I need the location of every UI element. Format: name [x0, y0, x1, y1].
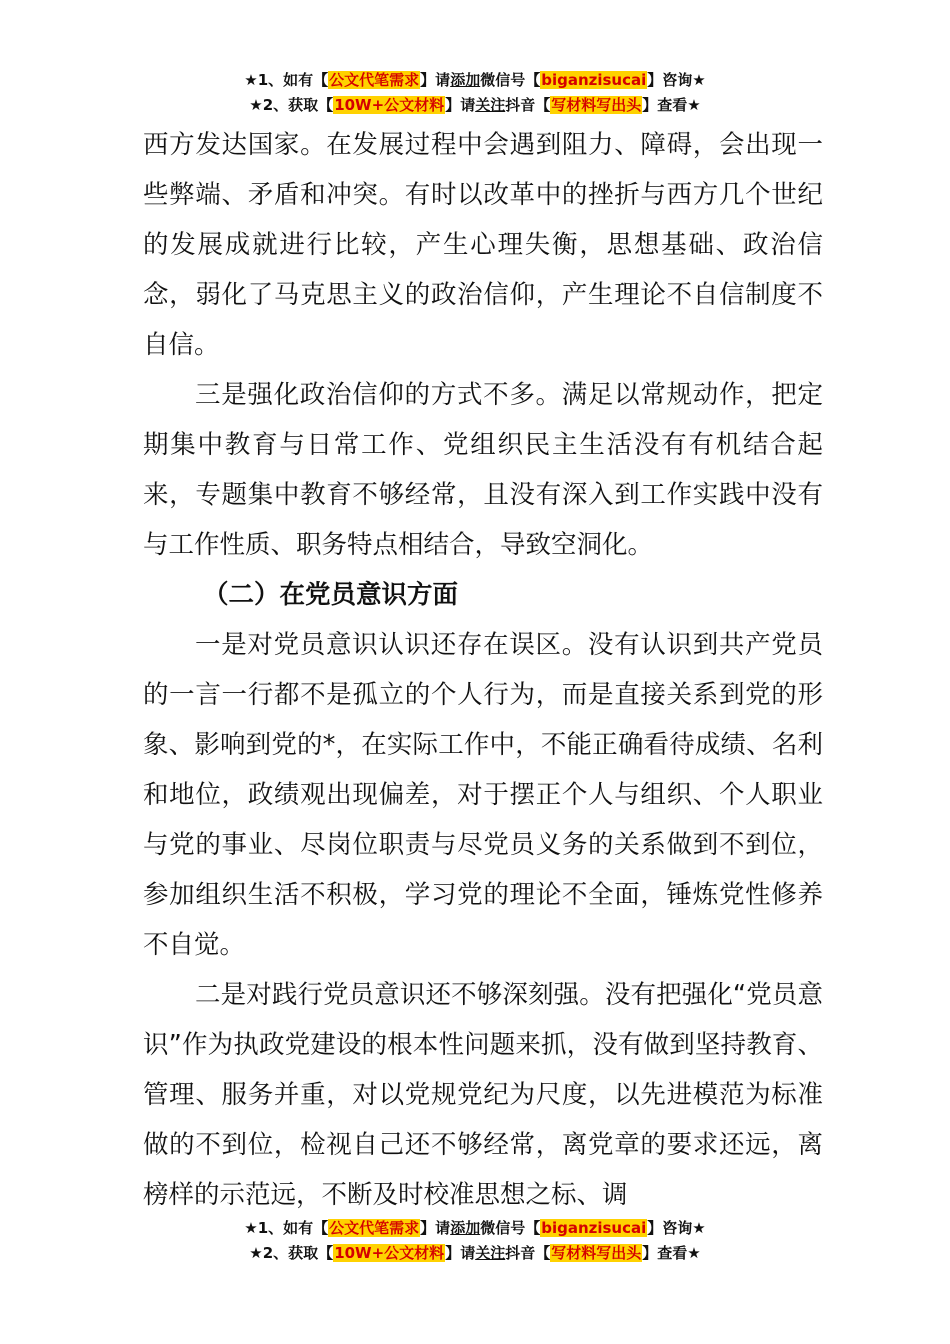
promo-highlight: biganzisucai — [541, 1219, 647, 1237]
promo-line-2: ★2、获取【10W+公文材料】请关注抖音【写材料写出头】查看★ — [249, 1244, 701, 1262]
promo-highlight: 写材料写出头 — [551, 96, 642, 114]
paragraph: 一是对党员意识认识还存在误区。没有认识到共产党员的一言一行都不是孤立的个人行为，而是直接关系到党的形象、影响到党的*，在实际工作中，不能正确看待成绩、名利和地位，政绩观出现偏差，对于摆正个人与组织、个人职业与党的事业、尽岗位职责与尽党员义务的关系做到不到位，参加组织生活不积极，学习党的理论不全面，锤炼党性修养不自觉。 — [143, 630, 823, 960]
promo-highlight: 公文代笔需求 — [329, 71, 420, 89]
promo-line-1: ★1、如有【公文代笔需求】请添加微信号【biganzisucai】咨询★ — [244, 1219, 706, 1237]
promo-highlight: 10W+公文材料 — [334, 1244, 445, 1262]
promo-highlight: 公文代笔需求 — [329, 1219, 420, 1237]
document-body — [143, 120, 823, 1220]
paragraph: 二是对践行党员意识还不够深刻强。没有把强化“党员意识”作为执政党建设的根本性问题来抓，没有做到坚持教育、管理、服务并重，对以党规党纪为尺度，以先进模范为标准做的不到位，检视自己还不够经常，离党章的要求还远，离榜样的示范远，不断及时校准思想之标、调 — [143, 980, 823, 1210]
promo-highlight: biganzisucai — [541, 71, 647, 89]
paragraph: 三是强化政治信仰的方式不多。满足以常规动作，把定期集中教育与日常工作、党组织民主生活没有有机结合起来，专题集中教育不够经常，且没有深入到工作实践中没有与工作性质、职务特点相结合，导致空洞化。 — [143, 380, 823, 560]
header-promo-banner — [0, 68, 950, 118]
promo-highlight: 10W+公文材料 — [334, 96, 445, 114]
footer-promo-banner — [0, 1216, 950, 1266]
promo-line-1: ★1、如有【公文代笔需求】请添加微信号【biganzisucai】咨询★ — [244, 71, 706, 89]
promo-highlight: 写材料写出头 — [551, 1244, 642, 1262]
section-heading: （二）在党员意识方面 — [203, 580, 459, 610]
promo-line-2: ★2、获取【10W+公文材料】请关注抖音【写材料写出头】查看★ — [249, 96, 701, 114]
paragraph: 西方发达国家。在发展过程中会遇到阻力、障碍，会出现一些弊端、矛盾和冲突。有时以改革中的挫折与西方几个世纪的发展成就进行比较，产生心理失衡，思想基础、政治信念，弱化了马克思主义的政治信仰，产生理论不自信制度不自信。 — [143, 130, 823, 360]
